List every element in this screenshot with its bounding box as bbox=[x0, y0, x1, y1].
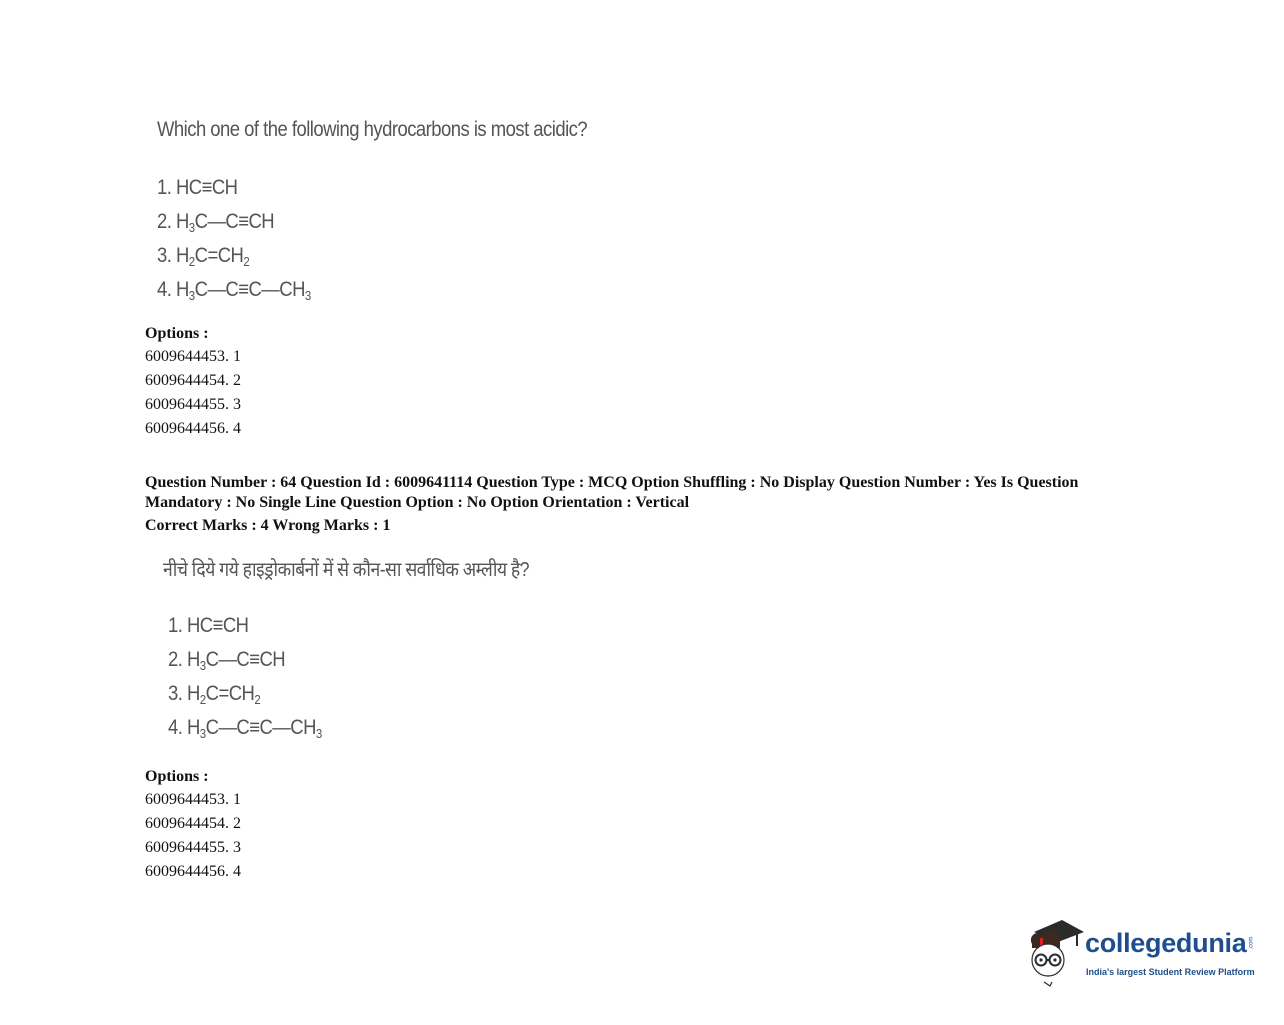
formula-text: 2. H bbox=[157, 210, 189, 233]
option-line: 6009644454. 2 bbox=[145, 815, 241, 832]
formula-subscript: 3 bbox=[199, 726, 206, 741]
formula-text: C—C≡C—CH bbox=[205, 716, 316, 739]
question-2-image bbox=[163, 555, 579, 750]
formula-item bbox=[168, 682, 530, 716]
formula-text: 2. H bbox=[168, 648, 200, 671]
formula-subscript: 3 bbox=[199, 658, 206, 673]
question-1-options bbox=[145, 323, 241, 441]
formula-item bbox=[157, 176, 587, 210]
formula-text: C—C≡C—CH bbox=[194, 278, 305, 301]
formula-text: 4. H bbox=[168, 716, 200, 739]
options-title: Options : bbox=[145, 325, 209, 342]
formula-subscript: 3 bbox=[315, 726, 322, 741]
formula-item bbox=[157, 278, 587, 312]
formula-text: 4. H bbox=[157, 278, 189, 301]
question-1-image bbox=[157, 118, 646, 312]
marks-line: Correct Marks : 4 Wrong Marks : 1 bbox=[145, 517, 391, 534]
formula-text: 1. HC≡CH bbox=[168, 614, 249, 637]
logo-tagline: India's largest Student Review Platform bbox=[1086, 967, 1255, 977]
logo-wordmark: collegedunia bbox=[1085, 928, 1247, 958]
option-line: 6009644456. 4 bbox=[145, 420, 241, 437]
options-title: Options : bbox=[145, 768, 209, 785]
question-meta-line: Question Number : 64 Question Id : 6009641114 Question Type : MCQ Option Shuffling : No Display Question Number : Yes Is Question Mandatory : No Single Line Question Option : No Option Orientation : Vertical bbox=[145, 474, 1079, 511]
formula-item bbox=[157, 244, 587, 278]
question-2-options bbox=[145, 766, 241, 884]
formula-text: C=CH bbox=[194, 244, 244, 267]
formula-text: 1. HC≡CH bbox=[157, 176, 238, 199]
formula-subscript: 2 bbox=[254, 692, 261, 707]
student-mascot-icon bbox=[1026, 918, 1086, 988]
formula-text: C=CH bbox=[205, 682, 255, 705]
option-line: 6009644453. 1 bbox=[145, 348, 241, 365]
question-1-stem: Which one of the following hydrocarbons is most acidic? bbox=[157, 118, 588, 141]
question-2-meta bbox=[145, 473, 1105, 537]
formula-text: C—C≡CH bbox=[194, 210, 275, 233]
formula-subscript: 3 bbox=[304, 288, 311, 303]
formula-item bbox=[157, 210, 587, 244]
formula-item bbox=[168, 614, 530, 648]
formula-item bbox=[168, 648, 530, 682]
option-line: 6009644456. 4 bbox=[145, 863, 241, 880]
collegedunia-logo bbox=[1026, 918, 1266, 988]
option-line: 6009644454. 2 bbox=[145, 372, 241, 389]
option-line: 6009644455. 3 bbox=[145, 396, 241, 413]
question-2-stem: नीचे दिये गये हाइड्रोकार्बनों में से कौन-सा सर्वाधिक अम्लीय है? bbox=[163, 559, 529, 581]
option-line: 6009644453. 1 bbox=[145, 791, 241, 808]
option-line: 6009644455. 3 bbox=[145, 839, 241, 856]
formula-text: C—C≡CH bbox=[205, 648, 286, 671]
formula-item bbox=[168, 716, 530, 750]
formula-text: 3. H bbox=[168, 682, 200, 705]
formula-subscript: 2 bbox=[199, 692, 206, 707]
formula-subscript: 3 bbox=[188, 220, 195, 235]
formula-subscript: 2 bbox=[243, 254, 250, 269]
formula-text: 3. H bbox=[157, 244, 189, 267]
logo-domain-suffix: .com bbox=[1248, 936, 1255, 950]
question-2-formula-list bbox=[168, 614, 579, 750]
formula-subscript: 2 bbox=[188, 254, 195, 269]
question-1-formula-list bbox=[157, 176, 646, 312]
formula-subscript: 3 bbox=[188, 288, 195, 303]
